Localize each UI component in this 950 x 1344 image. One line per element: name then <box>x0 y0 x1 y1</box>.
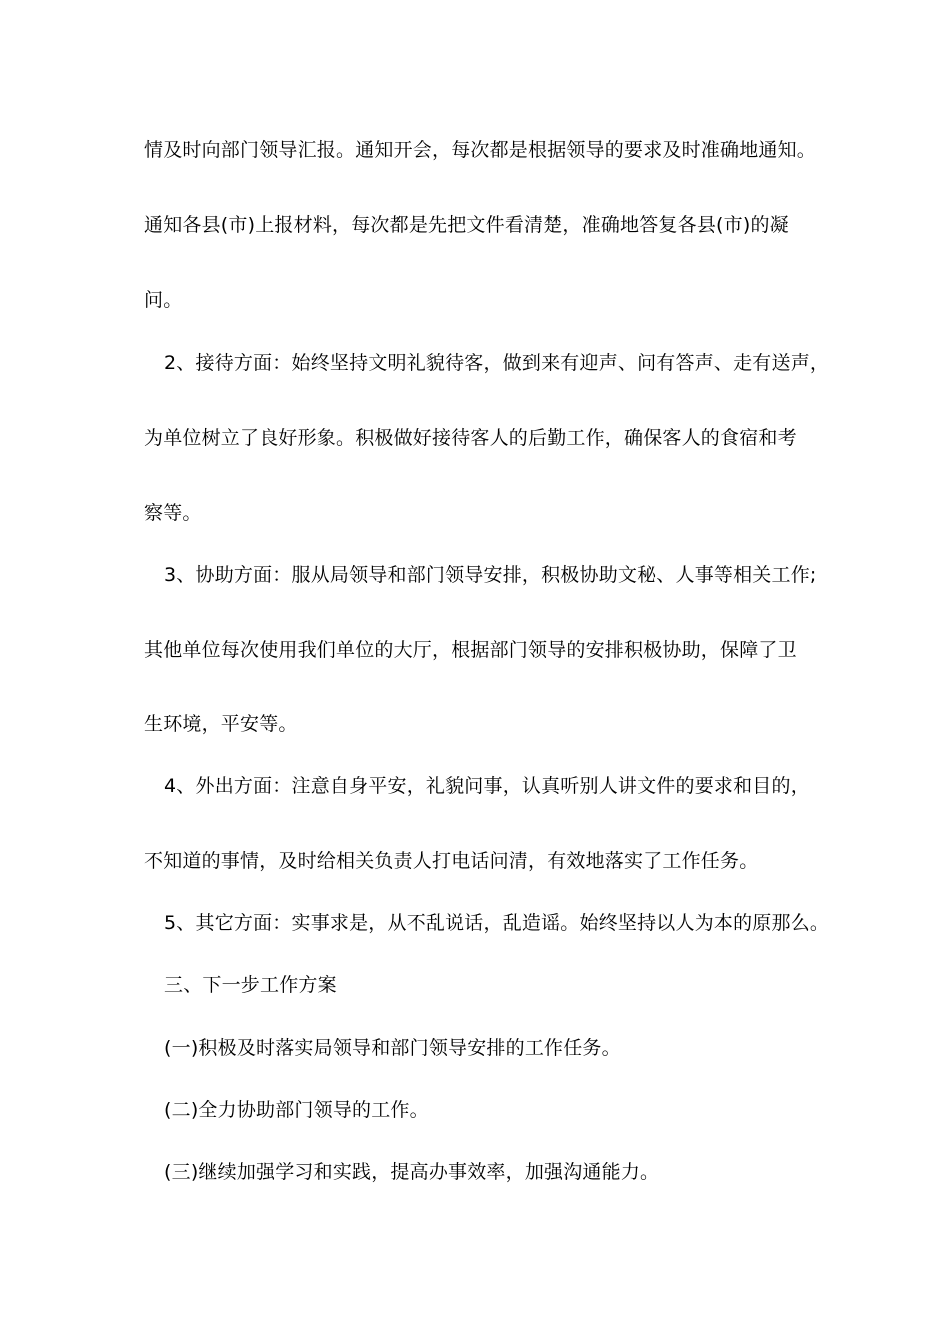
text-line-10: 4、外出方面：注意自身平安，礼貌问事，认真听别人讲文件的要求和目的， <box>164 775 810 797</box>
text-line-2: 通知各县(市)上报材料，每次都是先把文件看清楚，准确地答复各县(市)的凝 <box>144 214 789 236</box>
text-line-1: 情及时向部门领导汇报。通知开会，每次都是根据领导的要求及时准确地通知。 <box>144 139 817 161</box>
text-line-3: 问。 <box>144 289 183 311</box>
text-line-12: 5、其它方面：实事求是，从不乱说话，乱造谣。始终坚持以人为本的原那么。 <box>164 912 830 934</box>
text-line-5: 为单位树立了良好形象。积极做好接待客人的后勤工作，确保客人的食宿和考 <box>144 427 797 449</box>
text-line-6: 察等。 <box>144 502 202 524</box>
text-line-11: 不知道的事情，及时给相关负责人打电话问清，有效地落实了工作任务。 <box>144 850 759 872</box>
plan-item-2: (二)全力协助部门领导的工作。 <box>164 1099 429 1121</box>
text-line-8: 其他单位每次使用我们单位的大厅，根据部门领导的安排积极协助，保障了卫 <box>144 639 797 661</box>
text-line-9: 生环境，平安等。 <box>144 713 298 735</box>
text-line-4: 2、接待方面：始终坚持文明礼貌待客，做到来有迎声、问有答声、走有送声， <box>164 352 830 374</box>
section-heading: 三、下一步工作方案 <box>164 974 337 996</box>
plan-item-3: (三)继续加强学习和实践，提高办事效率，加强沟通能力。 <box>164 1161 660 1183</box>
plan-item-1: (一)积极及时落实局领导和部门领导安排的工作任务。 <box>164 1037 621 1059</box>
text-line-7: 3、协助方面：服从局领导和部门领导安排，积极协助文秘、人事等相关工作; <box>164 564 817 586</box>
